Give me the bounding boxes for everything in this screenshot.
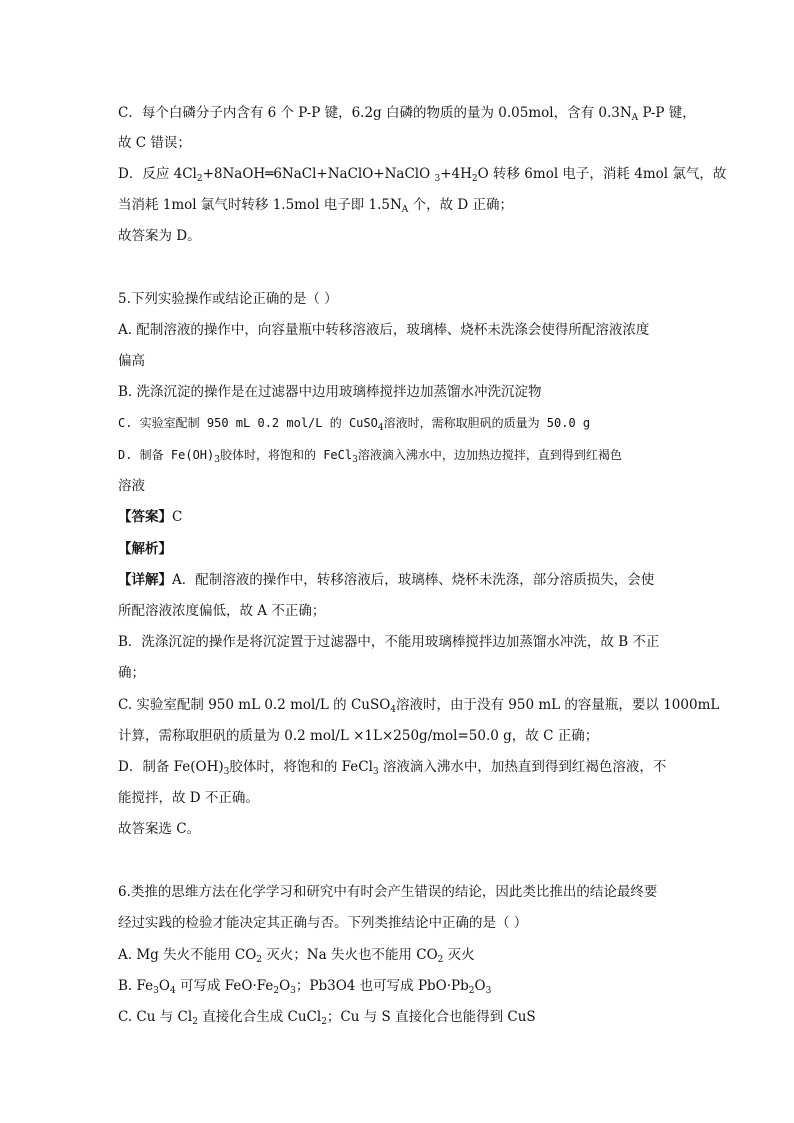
q4-option-d-line-1: D．反应 $4Cl_2+8NaOH═6NaCl+NaClO+NaClO$ $_3+4H_2O$ 转移 6mol 电子，消耗 4mol 氯气，故 (118, 166, 727, 184)
q5-conclusion: 故答案选 C。 (118, 821, 201, 837)
q5-analysis-tag: 【解析】 (118, 541, 172, 557)
answer-value: C (172, 509, 183, 525)
q4-option-d-line-2: 当消耗 1mol 氯气时转移 1.5mol 电子即 $1.5N_A$ 个，故 D 正确； (118, 197, 513, 215)
q4-option-c-line-2: 故 C 错误； (118, 135, 191, 151)
q4-answer: 故答案为 D。 (118, 228, 201, 244)
q6-stem-line-1: 6.类推的思维方法在化学学习和研究中有时会产生错误的结论，因此类比推出的结论最终要 (118, 884, 658, 900)
q6-option-c: C. Cu 与 $Cl_2$ 直接化合生成 CuCl$_2$；Cu 与 S 直接化合也能得到 CuS (118, 1009, 536, 1027)
q5-explain-d-line-2: 能搅拌，故 D 不正确。 (118, 790, 259, 806)
q5-option-d-line-2: 溶液 (118, 478, 145, 494)
q5-option-a-line-2: 偏高 (118, 353, 145, 369)
q5-explain-d-line-1: D．制备 $Fe(OH)_3$胶体时，将饱和的 FeCl$_3$ 溶液滴入沸水中，加热直到得到红褐色溶液，不 (118, 759, 667, 777)
q5-explain-c-line-1: C. 实验室配制 950 mL 0.2 mol/L 的 CuSO$_4$溶液时，由于没有 950 mL 的容量瓶，要以 1000mL (118, 697, 720, 715)
q4-option-c-line-1: C．每个白磷分子内含有 6 个 P-P 键，6.2g 白磷的物质的量为 0.05mol，含有 $0.3N_A$ P-P 键， (118, 105, 696, 123)
q5-explain-b-line-1: B．洗涤沉淀的操作是将沉淀置于过滤器中，不能用玻璃棒搅拌边加蒸馏水冲洗，故 B 不正 (118, 634, 660, 650)
q5-answer (118, 508, 182, 526)
q5-explain-a-line-2: 所配溶液浓度偏低，故 A 不正确； (118, 603, 326, 619)
q5-option-a-line-1: A. 配制溶液的操作中，向容量瓶中转移溶液后，玻璃棒、烧杯未洗涤会使得所配溶液浓度 (118, 322, 650, 338)
q5-option-c: C. 实验室配制 950 mL 0.2 mol/L 的 CuSO$_4$溶液时，需称取胆矾的质量为 50.0 g (118, 416, 591, 433)
q5-option-d-line-1: D. 制备 $Fe(OH)_3$胶体时，将饱和的 FeCl$_3$溶液滴入沸水中，边加热边搅拌，直到得到红褐色 (118, 448, 622, 465)
answer-tag: 【答案】 (118, 509, 172, 525)
q5-option-b: B. 洗涤沉淀的操作是在过滤器中边用玻璃棒搅拌边加蒸馏水冲洗沉淀物 (118, 384, 542, 400)
detail-tag: 【详解】 (118, 572, 172, 588)
q5-explain-c-line-2: 计算，需称取胆矾的质量为 0.2 mol/L ×1L×250g/mol=50.0 g，故 C 正确； (118, 728, 599, 744)
q6-option-a: A. Mg 失火不能用 $CO_2$ 灭火；Na 失火也不能用 $CO_2$ 灭火 (118, 947, 475, 965)
q6-option-b: B. $Fe_3O_4$ 可写成 $FeO\cdot Fe_2O_3$；Pb3O4 也可写成 $PbO\cdot Pb_2O_3$ (118, 978, 492, 996)
q6-stem-line-2: 经过实践的检验才能决定其正确与否。下列类推结论中正确的是（ ） (118, 915, 528, 931)
q5-stem: 5.下列实验操作或结论正确的是（ ） (118, 291, 338, 307)
q5-explain-a-line-1: 【详解】A．配制溶液的操作中，转移溶液后，玻璃棒、烧杯未洗涤，部分溶质损失，会使 (118, 572, 655, 588)
q5-explain-b-line-2: 确； (118, 665, 145, 681)
